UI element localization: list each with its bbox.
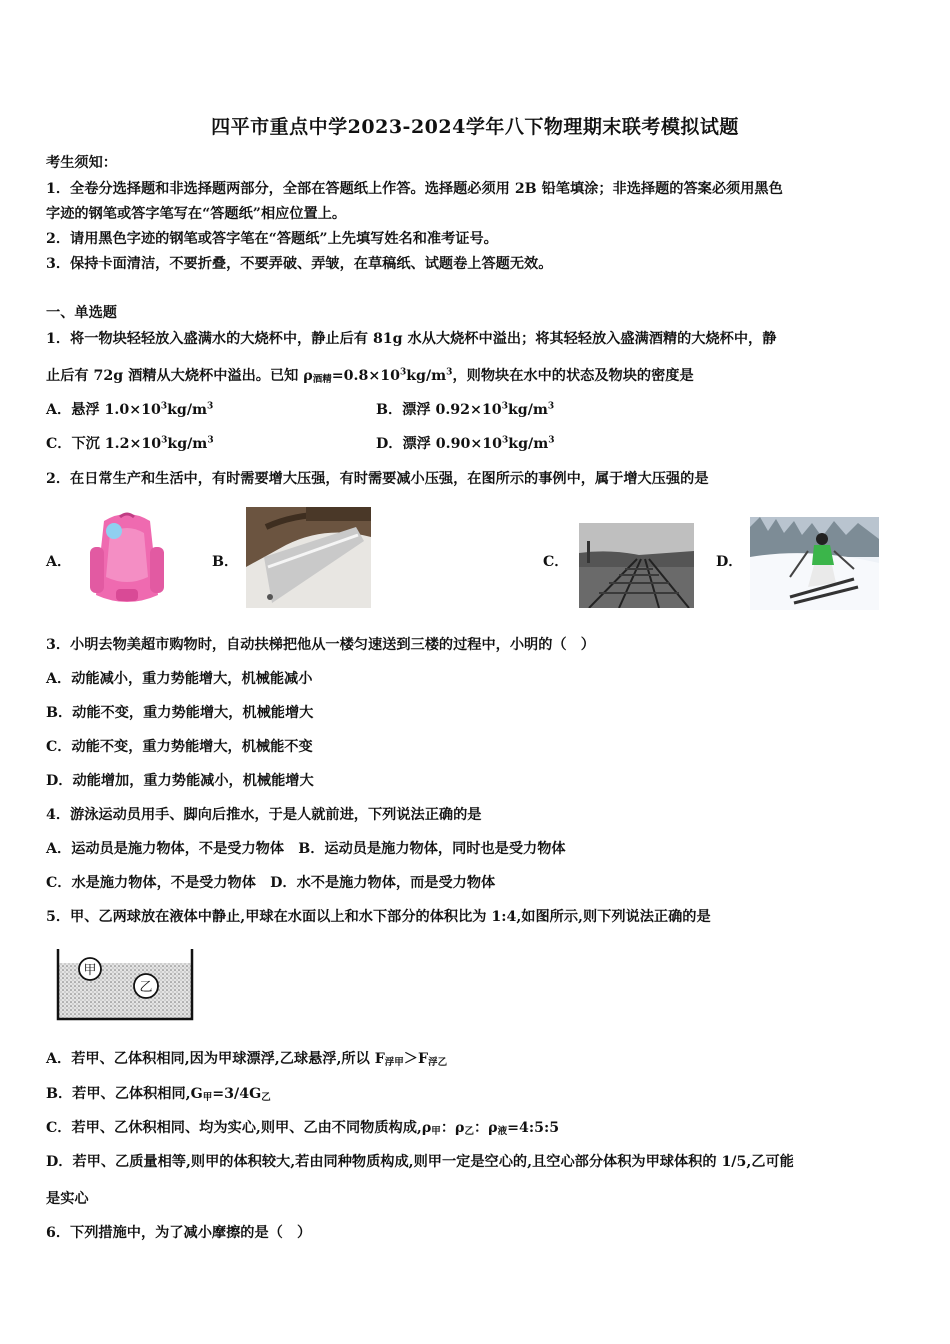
q5-stem: 5．甲、乙两球放在液体中静止,甲球在水面以上和水下部分的体积比为 1:4,如图所示,则下列说法正确的是 [46,909,711,925]
ball-yi-label: 乙 [139,980,153,995]
q2-stem: 2．在日常生产和生活中，有时需要增大压强，有时需要减小压强，在图所示的事例中，属于增大压强的是 [46,471,709,487]
q1-option-b[interactable]: B．漂浮 $0.92\times 10^3kg/m^3$ [376,401,555,418]
q2-option-d-label[interactable]: D． [716,554,743,570]
q5-option-d-line2: 是实心 [46,1191,89,1207]
q1-option-c[interactable]: C．下沉 $1.2\times 10^3kg/m^3$ [46,435,214,452]
q3-option-d[interactable]: D．动能增加，重力势能减小，机械能增大 [46,773,314,789]
q5-option-c[interactable]: C．若甲、乙休积相同、均为实心,则甲、乙由不同物质构成,ρ甲：ρ乙：ρ液=4:5:5 [46,1120,560,1137]
q1-stem-line2: 止后有 72g 酒精从大烧杯中溢出。已知 ρ酒精$=0.8\times 10^3kg/m^3$，则物块在水中的状态及物块的密度是 [46,367,694,385]
skier-image [750,517,879,610]
notice-item-1b: 字迹的钢笔或答字笔写在“答题纸”相应位置上。 [46,206,347,222]
q3-option-c[interactable]: C．动能不变，重力势能增大，机械能不变 [46,739,313,755]
knife-image [246,507,371,608]
q2-option-c-label[interactable]: C． [543,554,569,570]
notice-item-3: 3．保持卡面清洁，不要折叠，不要弄破、弄皱，在草稿纸、试题卷上答题无效。 [46,256,553,272]
q3-option-a[interactable]: A．动能减小，重力势能增大，机械能减小 [46,671,313,687]
q4-options-cd[interactable]: C．水是施力物体，不是受力物体 D．水不是施力物体，而是受力物体 [46,875,496,891]
q1-stem-line1: 1．将一物块轻轻放入盛满水的大烧杯中，静止后有 81g 水从大烧杯中溢出；将其轻轻放入盛满酒精的大烧杯中，静 [46,331,777,347]
q4-options-ab[interactable]: A．运动员是施力物体，不是受力物体 B．运动员是施力物体，同时也是受力物体 [46,841,566,857]
liquid-container-diagram [54,945,196,1023]
backpack-image [80,507,174,611]
q2-option-a-label[interactable]: A． [46,554,72,570]
notice-heading: 考生须知： [46,155,117,171]
ball-jia-label: 甲 [83,963,97,978]
notice-item-1a: 1．全卷分选择题和非选择题两部分，全部在答题纸上作答。选择题必须用 2B 铅笔填涂；非选择题的答案必须用黑色 [46,181,783,197]
q5-option-a[interactable]: A．若甲、乙体积相同,因为甲球漂浮,乙球悬浮,所以 F浮甲＞F浮乙 [46,1051,448,1068]
page-title: 四平市重点中学2023-2024学年八下物理期末联考模拟试题 [211,116,739,138]
q3-option-b[interactable]: B．动能不变，重力势能增大，机械能增大 [46,705,314,721]
q1-option-d[interactable]: D．漂浮 $0.90\times 10^3kg/m^3$ [376,435,555,452]
q5-option-b[interactable]: B．若甲、乙体积相同,G甲=3/4G乙 [46,1086,271,1103]
section-heading: 一、单选题 [46,305,117,321]
q5-option-d-line1[interactable]: D．若甲、乙质量相等,则甲的体积较大,若由同种物质构成,则甲一定是空心的,且空心部分体积为甲球体积的 1/5,乙可能 [46,1154,794,1170]
notice-item-2: 2．请用黑色字迹的钢笔或答字笔在“答题纸”上先填写姓名和准考证号。 [46,231,498,247]
q6-stem: 6．下列措施中，为了减小摩擦的是（ ） [46,1225,312,1241]
railway-image [579,523,694,608]
q2-option-b-label[interactable]: B． [212,554,239,570]
q4-stem: 4．游泳运动员用手、脚向后推水，于是人就前进，下列说法正确的是 [46,807,482,823]
q1-option-a[interactable]: A．悬浮 $1.0\times 10^3kg/m^3$ [46,401,214,418]
q3-stem: 3．小明去物美超市购物时，自动扶梯把他从一楼匀速送到三楼的过程中，小明的（ ） [46,637,595,653]
